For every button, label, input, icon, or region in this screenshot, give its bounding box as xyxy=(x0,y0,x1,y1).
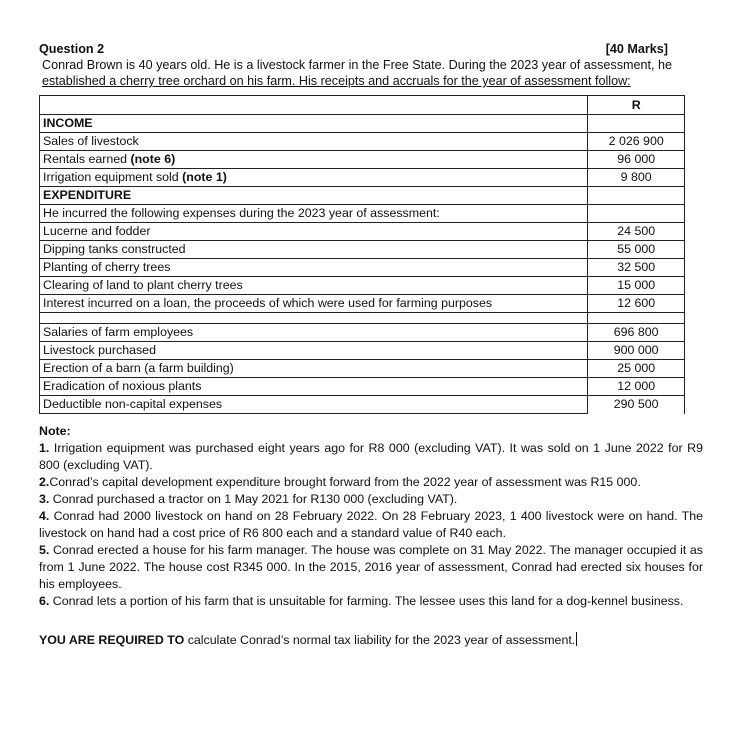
expense-label: Deductible non-capital expenses xyxy=(40,396,588,414)
expense-amount: 55 000 xyxy=(588,241,685,259)
expense-label: Dipping tanks constructed xyxy=(40,241,588,259)
table-row xyxy=(40,187,685,205)
income-label: Rentals earned (note 6) xyxy=(40,151,588,169)
expense-label: Salaries of farm employees xyxy=(40,324,588,342)
expense-amount: 12 000 xyxy=(588,378,685,396)
table-row xyxy=(40,295,685,313)
notes-title: Note: xyxy=(39,424,71,438)
table-row xyxy=(40,396,685,414)
table-row xyxy=(40,277,685,295)
expense-amount: 696 800 xyxy=(588,324,685,342)
table-row xyxy=(40,378,685,396)
income-amount: 96 000 xyxy=(588,151,685,169)
table-row xyxy=(40,324,685,342)
text-cursor xyxy=(576,632,577,646)
expense-label: Interest incurred on a loan, the proceeds of which were used for farming purposes xyxy=(40,295,588,313)
question-title: Question 2 xyxy=(39,42,105,56)
table-row xyxy=(40,342,685,360)
table-row xyxy=(40,205,685,223)
table-row xyxy=(40,169,685,187)
table-row xyxy=(40,151,685,169)
expense-label: Eradication of noxious plants xyxy=(40,378,588,396)
expense-label: Erection of a barn (a farm building) xyxy=(40,360,588,378)
note-item: 5. Conrad erected a house for his farm manager. The house was complete on 31 May 2022. The manager occupied it as from 1 June 2022. The house cost R345 000. In the 2015, 2016 year of assessment, Conrad had erected six houses for his employees. xyxy=(39,543,703,591)
question-header xyxy=(39,42,668,58)
note-item: 1. Irrigation equipment was purchased eight years ago for R8 000 (excluding VAT). It was sold on 1 June 2022 for R9 800 (excluding VAT). xyxy=(39,441,703,472)
expenditure-intro: He incurred the following expenses during the 2023 year of assessment: xyxy=(40,205,588,223)
table-row xyxy=(40,360,685,378)
table-row xyxy=(40,259,685,277)
expense-amount: 290 500 xyxy=(588,396,685,414)
expense-label: Lucerne and fodder xyxy=(40,223,588,241)
table-row xyxy=(40,133,685,151)
table-row xyxy=(40,223,685,241)
expense-amount: 24 500 xyxy=(588,223,685,241)
table-spacer-row xyxy=(40,313,685,324)
expense-amount: 25 000 xyxy=(588,360,685,378)
expense-amount: 15 000 xyxy=(588,277,685,295)
expense-amount: 12 600 xyxy=(588,295,685,313)
expense-label: Livestock purchased xyxy=(40,342,588,360)
income-label: Sales of livestock xyxy=(40,133,588,151)
intro-line-2: established a cherry tree orchard on his farm. His receipts and accruals for the year of assessment follow: xyxy=(42,74,631,88)
question-intro xyxy=(39,57,703,89)
required-instruction[interactable] xyxy=(39,632,703,647)
table-row xyxy=(40,241,685,259)
note-item: 3. Conrad purchased a tractor on 1 May 2021 for R130 000 (excluding VAT). xyxy=(39,492,458,506)
expenditure-heading: EXPENDITURE xyxy=(40,187,588,205)
intro-line-1: Conrad Brown is 40 years old. He is a livestock farmer in the Free State. During the 2023 year of assessment, he xyxy=(42,58,672,72)
required-text: calculate Conrad’s normal tax liability for the 2023 year of assessment. xyxy=(184,633,576,647)
expense-amount: 900 000 xyxy=(588,342,685,360)
note-item: 2.Conrad’s capital development expenditure brought forward from the 2022 year of assessment was R15 000. xyxy=(39,475,641,489)
note-item: 4. Conrad had 2000 livestock on hand on 28 February 2022. On 28 February 2023, 1 400 livestock were on hand. The livestock on hand had a cost price of R6 800 each and a standard value of R40 each. xyxy=(39,509,703,540)
table-row xyxy=(40,115,685,133)
table-header-row xyxy=(40,96,685,115)
expense-amount: 32 500 xyxy=(588,259,685,277)
income-amount: 2 026 900 xyxy=(588,133,685,151)
income-label: Irrigation equipment sold (note 1) xyxy=(40,169,588,187)
expense-label: Clearing of land to plant cherry trees xyxy=(40,277,588,295)
income-expenditure-table xyxy=(39,95,685,414)
expense-label: Planting of cherry trees xyxy=(40,259,588,277)
income-heading: INCOME xyxy=(40,115,588,133)
question-marks: [40 Marks] xyxy=(605,42,668,56)
income-amount: 9 800 xyxy=(588,169,685,187)
currency-header: R xyxy=(588,96,685,115)
note-item: 6. Conrad lets a portion of his farm that is unsuitable for farming. The lessee uses this land for a dog-kennel business. xyxy=(39,594,684,608)
required-lead: YOU ARE REQUIRED TO xyxy=(39,633,185,647)
notes-section xyxy=(39,423,703,610)
